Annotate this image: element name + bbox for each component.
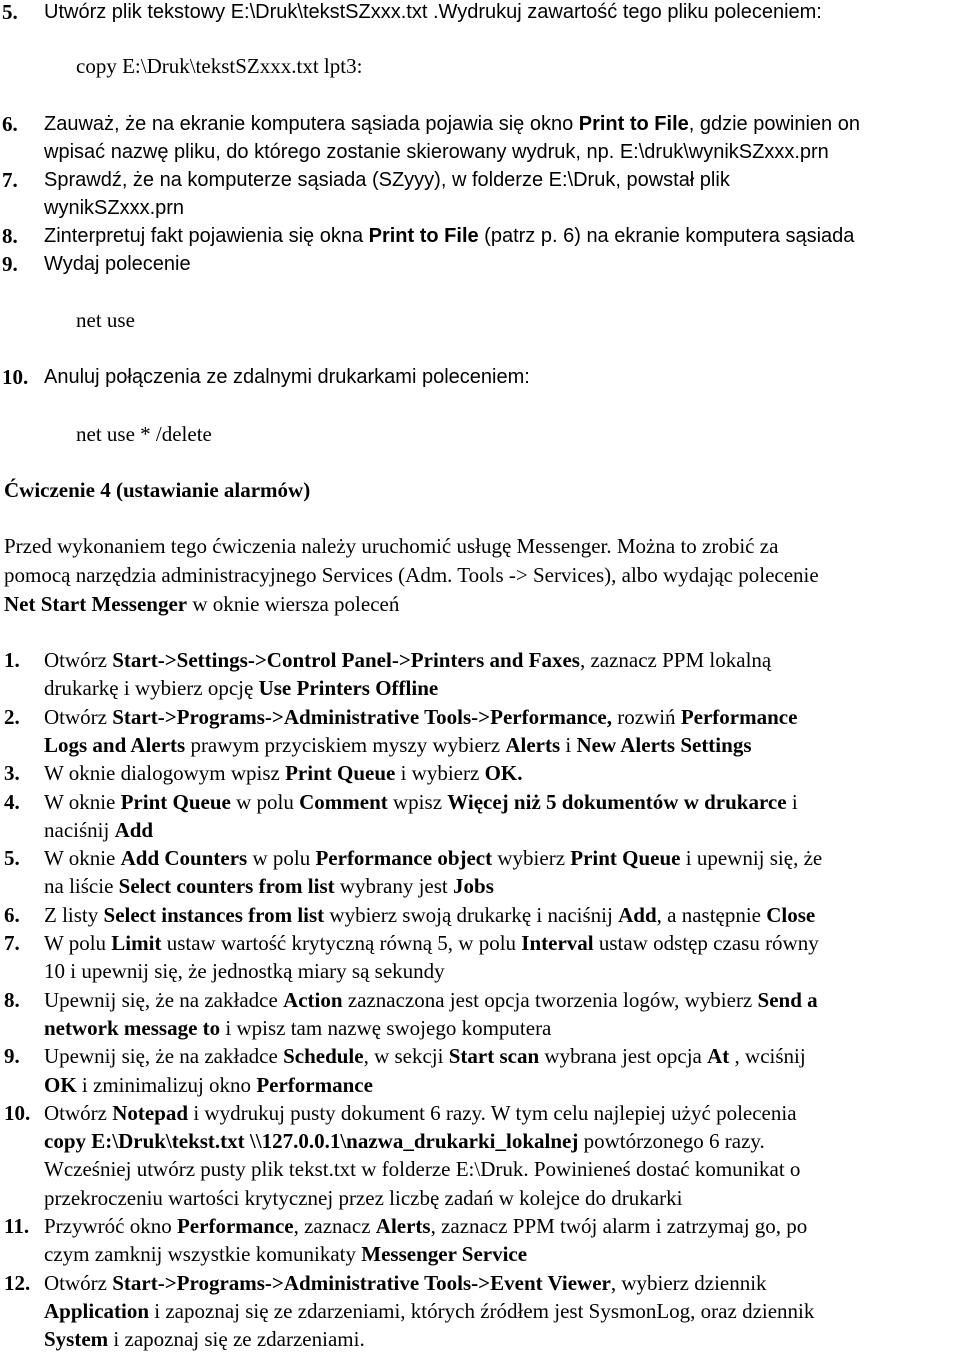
bold-text: Print Queue [285,761,396,786]
bold-text: Schedule [283,1044,364,1069]
list-number: 7. [2,168,18,192]
command-text: copy E:\Druk\tekstSZxxx.txt lpt3: [76,54,363,78]
bold-text: Performance [176,1214,294,1238]
bold-text: OK. [484,761,523,786]
text-run: Wydaj polecenie [44,253,191,275]
bold-text: Application [44,1298,150,1323]
step-text [44,872,494,900]
step-text [44,788,798,816]
step-number: 12. [4,1270,31,1295]
text-run: W oknie [44,789,121,814]
bold-text: Add Counters [120,846,248,871]
step-text [44,1014,551,1042]
bold-text: System [44,1327,109,1352]
text-run: W oknie [44,846,121,871]
bold-text: Print Queue [120,789,231,814]
bold-text: Select counters from list [118,874,335,899]
bold-text: Alerts [505,732,561,757]
step-number: 3. [4,761,20,786]
bold-text: Notepad [112,1100,189,1125]
bold-text: Performance object [315,846,493,871]
text-run: , wybierz dziennik [610,1270,767,1295]
text-run: Zinterpretuj fakt pojawienia się okna [44,225,369,247]
bold-text: Start->Programs->Administrative Tools->Performance, [112,704,612,729]
bold-text: Limit [111,931,162,955]
step-text [44,986,818,1014]
bold-text: Alerts [375,1214,431,1238]
step-text [44,1042,806,1070]
text-run: rozwiń [611,704,681,729]
bold-text: Więcej niż 5 dokumentów w drukarce [447,789,787,814]
text-run: i wybierz [395,761,485,786]
step-text [44,929,819,957]
step-text [44,1325,365,1353]
bold-text: New Alerts Settings [576,732,752,757]
step-text [44,674,438,702]
bold-text: Net Start Messenger [4,592,188,616]
bold-text: Print Queue [570,846,681,871]
step-text [44,1184,682,1212]
text-run: Przywróć okno [44,1214,177,1238]
list-number: 8. [2,224,18,248]
step-number: 9. [4,1044,20,1069]
text-run: wybierz [492,846,571,871]
step-text [44,1212,807,1240]
bold-text: Send a [757,987,818,1012]
list-item-text [44,0,822,26]
text-run: i zapoznaj się ze zdarzeniami, których źródłem jest SysmonLog, oraz dziennik [149,1298,815,1323]
bold-text: Logs and Alerts [44,732,186,757]
text-run: , a następnie [656,902,767,927]
bold-text: network message to [44,1015,221,1040]
text-run: Utwórz plik tekstowy E:\Druk\tekstSZxxx.txt .Wydrukuj zawartość tego pliku poleceniem: [44,1,822,23]
text-run: W oknie dialogowym wpisz [44,761,286,786]
text-run: 10 i upewnij się, że jednostką miary są sekundy [44,959,445,984]
step-number: 2. [4,704,20,729]
list-item-text [44,110,860,138]
step-text [44,1127,765,1155]
step-number: 8. [4,987,20,1012]
bold-text: Add [618,902,657,927]
step-text [44,816,153,844]
text-run: Otwórz [44,1270,113,1295]
step-number: 11. [4,1214,30,1238]
step-text [44,646,771,674]
text-run: W polu [44,931,112,955]
bold-text: Print to File [578,113,689,135]
text-run: , zaznacz PPM twój alarm i zatrzymaj go, po [430,1214,808,1238]
bold-text: Print to File [368,225,479,247]
text-run: , w sekcji [363,1044,449,1069]
text-run: , wciśnij [729,1044,806,1069]
text-run: prawym przyciskiem myszy wybierz [185,732,506,757]
bold-text: Jobs [453,874,494,899]
text-run: Z listy [44,902,104,927]
text-run: Anuluj połączenia ze zdalnymi drukarkami poleceniem: [44,366,530,388]
text-run: i upewnij się, że [680,846,823,871]
step-number: 6. [4,902,20,927]
text-run: zaznaczona jest opcja tworzenia logów, wybierz [342,987,758,1012]
text-run: na liście [44,874,119,899]
text-run: Otwórz [44,704,113,729]
text-run: (patrz p. 6) na ekranie komputera sąsiada [478,225,855,247]
list-item-continuation [44,194,184,222]
text-run: , zaznacz [293,1214,376,1238]
bold-text: copy E:\Druk\tekst.txt \\127.0.0.1\nazwa_drukarki_lokalnej [44,1129,579,1154]
text-run: Otwórz [44,648,113,672]
text-run: Sprawdź, że na komputerze sąsiada (SZyyy), w folderze E:\Druk, powstał plik [44,169,730,191]
text-run: w polu [230,789,300,814]
text-run: wpisz [387,789,448,814]
step-text [44,1240,527,1268]
text-run: przekroczeniu wartości krytycznej przez liczbę zadań w kolejce do drukarki [44,1185,683,1210]
text-run: wybrany jest [334,874,454,899]
bold-text: Comment [299,789,388,814]
text-run: , gdzie powinien on [688,113,860,135]
section-title: Ćwiczenie 4 (ustawianie alarmów) [4,478,311,502]
text-run: ustaw odstęp czasu równy [593,931,819,955]
bold-text: Action [283,987,343,1012]
text-run: i zminimalizuj okno [76,1072,257,1097]
bold-text: Start->Settings->Control Panel->Printers and Faxes [112,648,580,672]
text-run: i [560,732,577,757]
text-run: , zaznacz PPM lokalną [579,648,772,672]
step-text [44,1071,373,1099]
step-number: 10. [4,1100,31,1125]
intro-line: Przed wykonaniem tego ćwiczenia należy uruchomić usługę Messenger. Można to zrobić za [4,534,779,558]
text-run: drukarkę i wybierz opcję [44,676,259,701]
intro-line: pomocą narzędzia administracyjnego Services (Adm. Tools -> Services), albo wydając polecenie [4,563,819,587]
intro-line [4,590,399,618]
step-text [44,731,752,759]
text-run: wybrana jest opcja [539,1044,708,1069]
text-run: wybierz swoją drukarkę i naciśnij [324,902,619,927]
bold-text: Performance [680,704,798,729]
bold-text: Select instances from list [103,902,325,927]
text-run: powtórzonego 6 razy. [578,1129,765,1154]
text-run: Upewnij się, że na zakładce [44,987,284,1012]
command-text: net use [76,308,135,332]
text-run: Zauważ, że na ekranie komputera sąsiada pojawia się okno [44,113,579,135]
text-run: czym zamknij wszystkie komunikaty [44,1242,362,1267]
list-item-text [44,363,530,391]
text-run: w polu [247,846,316,871]
text-run: wynikSZxxx.prn [44,197,185,219]
bold-text: OK [44,1072,77,1097]
step-text [44,1297,814,1325]
text-run: i wydrukuj pusty dokument 6 razy. W tym celu najlepiej użyć polecenia [188,1100,797,1125]
list-item-continuation [44,138,829,166]
text-run: w oknie wiersza poleceń [187,592,400,616]
bold-text: Interval [521,931,594,955]
step-number: 1. [4,648,20,672]
list-item-text [44,250,191,278]
step-text [44,1099,797,1127]
step-text [44,901,815,929]
step-number: 5. [4,846,20,871]
bold-text: Messenger Service [361,1242,528,1267]
bold-text: Start->Programs->Administrative Tools->Event Viewer [112,1270,611,1295]
list-item-text [44,166,730,194]
step-number: 7. [4,931,20,955]
list-number: 10. [2,365,29,389]
step-text [44,1269,767,1297]
text-run: Wcześniej utwórz pusty plik tekst.txt w folderze E:\Druk. Powinieneś dostać komunikat o [44,1157,801,1182]
text-run: Upewnij się, że na zakładce [44,1044,284,1069]
text-run: ustaw wartość krytyczną równą 5, w polu [161,931,522,955]
bold-text: Add [114,817,154,842]
list-item-text [44,222,854,250]
step-text [44,844,822,872]
text-run: i [786,789,798,814]
bold-text: Performance [256,1072,373,1097]
bold-text: Use Printers Offline [258,676,439,701]
step-text [44,703,797,731]
text-run: i wpisz tam nazwę swojego komputera [220,1015,552,1040]
step-text [44,1155,800,1183]
text-run: Otwórz [44,1100,113,1125]
text-run: i zapoznaj się ze zdarzeniami. [108,1327,365,1352]
bold-text: Start scan [448,1044,540,1069]
list-number: 6. [2,112,18,136]
text-run: naciśnij [44,817,115,842]
bold-text: At [707,1044,730,1069]
list-number: 9. [2,252,18,276]
bold-text: Close [766,902,816,927]
step-number: 4. [4,789,20,814]
command-text: net use * /delete [76,422,212,446]
step-text [44,957,445,985]
text-run: wpisać nazwę pliku, do którego zostanie skierowany wydruk, np. E:\druk\wynikSZxxx.prn [44,141,829,163]
list-number: 5. [2,0,18,24]
step-text [44,759,523,787]
